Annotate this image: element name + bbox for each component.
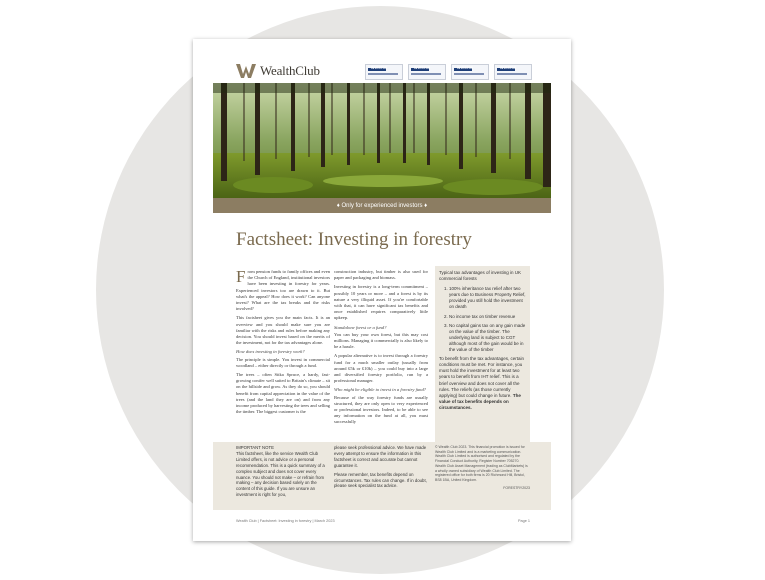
award-badge (494, 64, 532, 80)
wealthclub-w-icon (236, 64, 256, 78)
subheading: How does investing in forestry work? (236, 349, 305, 355)
disclaimer-text: © Wealth Club 2023. This financial promotion is issued for Wealth Club Limited and is a marketing communication. Wealth Club Limited is authorised and regulated by the Financial Conduct Authority, Register Number 705270. Wealth Club Asset Management (trading as ClubMarkets) is a wholly owned subsidiary of Wealth Club Limited. The registered office for both firms is 20 Richmond Hill, Bristol, BS8 1BA, United Kingdom. (435, 445, 528, 482)
brand-name: WealthClub (260, 63, 320, 78)
paragraph: please seek professional advice. We have made every attempt to ensure the information in this factsheet is correct and accurate but cannot guarantee it. (334, 445, 427, 468)
subheading: Who might be eligible to invest in a forestry fund? (334, 387, 427, 393)
factsheet-page (193, 39, 571, 541)
list-item: 3. No capital gains tax on any gain made on the value of the timber. The underlying land is subject to CGT although most of the gain would be in the value of the timber (449, 323, 526, 353)
brand-logo (236, 63, 320, 79)
important-note-heading: IMPORTANT NOTE (236, 445, 274, 450)
document-reference: FORESTRY2023 (503, 485, 530, 490)
footer-left-text: Wealth Club | Factsheet: Investing in forestry | March 2023 (236, 519, 335, 523)
award-label: INVESTOR (371, 66, 388, 70)
award-badge (365, 64, 403, 80)
box-bold-note: The value of tax benefits depends on circumstances. (439, 392, 521, 410)
award-logos (365, 64, 532, 80)
tax-advantages-list (439, 286, 526, 353)
paragraph: Because of the way forestry funds are usually structured, they are only open to very experienced or professional investors. Indeed, to be able to see any information on the fund at all, you must successfully (334, 394, 428, 425)
award-badge (408, 64, 446, 80)
box-title: Typical tax advantages of investing in UK commercial forests (439, 270, 522, 282)
award-label: INVESTOR (414, 66, 431, 70)
page-footer (236, 519, 530, 523)
paragraph: Please remember, tax benefits depend on circumstances. Tax rules can change. If in doubt, please seek specialist tax advice. (334, 471, 427, 489)
experienced-investors-banner: ♦ Only for experienced investors ♦ (213, 198, 551, 213)
paragraph: rom pension funds to family offices and even the Church of England, institutional investors have been investing in forestry for years. Experienced investors too are drawn to it. But what's the appeal? How does it work? Can anyone invest? What are the tax breaks and the risks involved? (236, 269, 330, 312)
paragraph: construction industry, but timber is also used for paper and packaging and biomass. (334, 269, 428, 281)
forest-photo (213, 83, 551, 198)
important-note (236, 445, 330, 501)
paragraph: The principle is simple. You invest in commercial woodland – either directly or through a fund. (236, 356, 330, 368)
award-label: INVESTOR (500, 66, 517, 70)
body-column-2 (334, 269, 428, 429)
box-paragraph: To benefit from the tax advantages, certain conditions must be met. For instance, you must hold the investment for at least two years to benefit from IHT relief. This is a brief overview and does not cover all the rules. The reliefs (as those currently applying) but could change in future. (439, 356, 525, 398)
paragraph: This factsheet gives you the main facts. It is an overview and you should make sure you are familiar with the risks and rules before making any decision. You should invest based on the merits of the investment, not for the tax advantages alone. (236, 315, 330, 346)
award-badge (451, 64, 489, 80)
paragraph: A popular alternative is to invest through a forestry fund for a much smaller outlay (usually from around £5k or £10k) – you could buy into a large and diversified forestry portfolio, run by a professional manager. (334, 353, 428, 384)
body-column-1 (236, 269, 330, 418)
tax-advantages-box (435, 266, 530, 442)
paragraph: The trees – often Sitka Spruce, a hardy, fast-growing conifer well suited to Britain's climate – sit on the hillside and grow. As they do so, you should benefit from capital appreciation in the value of the trees (and the land they are on) and from any income produced by harvesting the trees and selling the timber. The biggest customer is the (236, 372, 330, 415)
important-note-text: This factsheet, like the service Wealth Club Limited offers, is not advice or a personal recommendation. This is a quick summary of a complex subject and does not cover every nuance. You should not make – or refrain from making – any decision based solely on the content of this guide. If you are unsure an investment is right for you, (236, 450, 325, 498)
legal-disclaimer (435, 445, 530, 490)
list-item: 1. 100% inheritance tax relief after two years due to Business Property Relief, provided you still hold the investment on death (449, 286, 526, 310)
subheading: Standalone forest or a fund? (334, 324, 387, 330)
list-item: 2. No income tax on timber revenue (449, 314, 526, 320)
drop-cap: F (236, 267, 246, 286)
paragraph: You can buy your own forest, but this may cost millions. Managing it commercially is also likely to be a hassle. (334, 331, 428, 350)
paragraph: Investing in forestry is a long-term commitment – possibly 10 years or more – and a forest is by its nature a very illiquid asset. If you're comfortable with that, it can have significant tax benefits and once established requires comparatively little upkeep. (334, 284, 428, 321)
page-title: Factsheet: Investing in forestry (236, 229, 472, 250)
award-label: INVESTOR (457, 66, 474, 70)
page-number: Page 1 (517, 519, 530, 523)
important-note-continued (334, 445, 428, 492)
